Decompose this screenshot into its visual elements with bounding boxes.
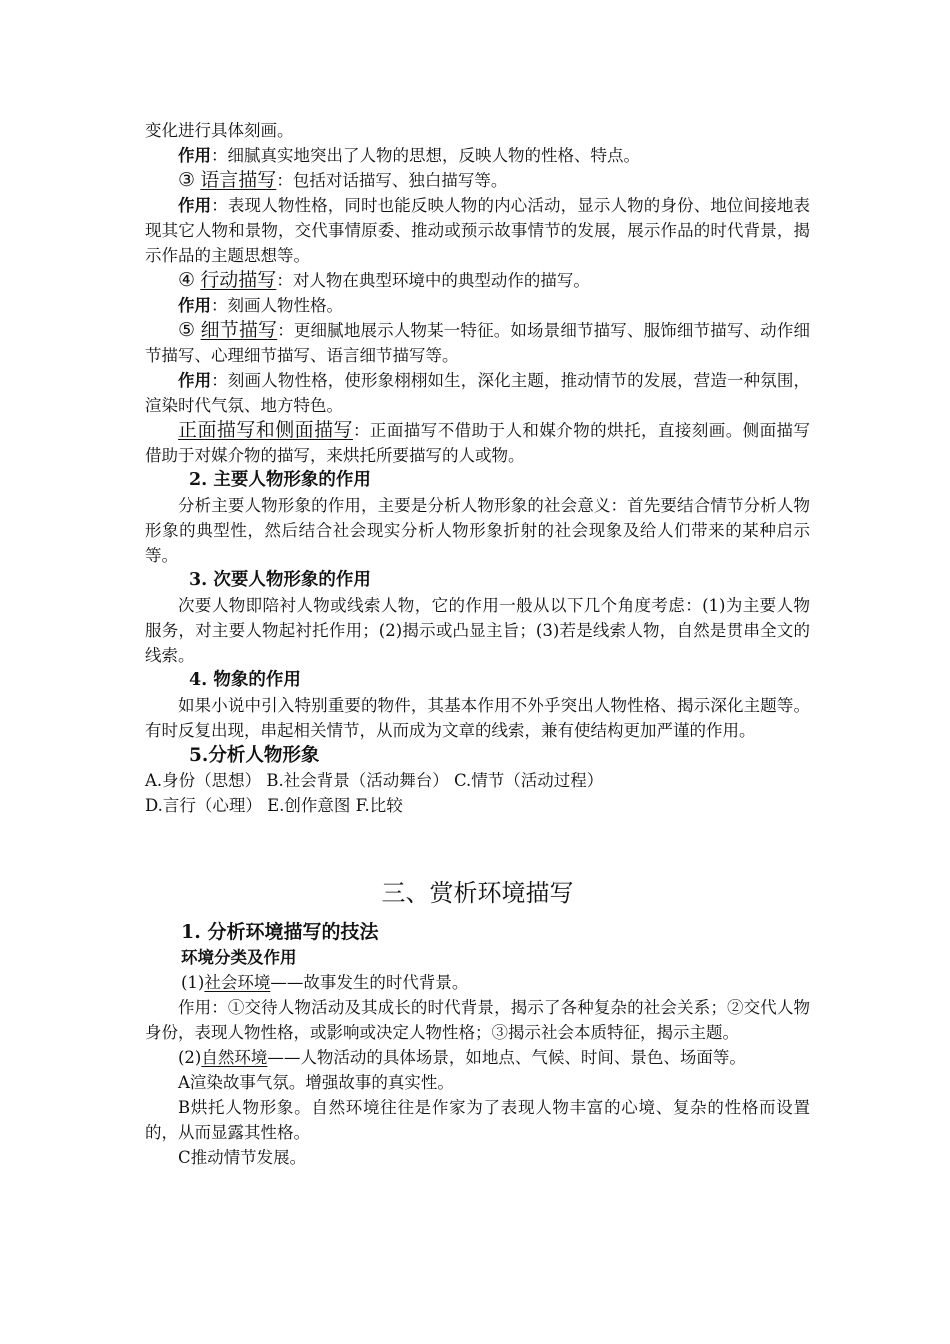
term: 行动描写 [200,269,277,291]
paragraph: 次要人物即陪衬人物或线索人物，它的作用一般从以下几个角度考虑：(1)为主要人物服务，对主要人物起衬托作用；(2)揭示或凸显主旨；(3)若是线索人物，自然是贯串全文的线索。 [145,596,810,665]
lead-label: 作用 [178,146,211,165]
paragraph [145,418,810,468]
item-number: (1) [181,973,205,992]
paragraph: B烘托人物形象。自然环境往往是作家为了表现人物丰富的心境、复杂的性格而设置的，从而显露其性格。 [145,1098,810,1142]
term: 社会环境 [204,973,271,992]
text: ：对人物在典型环境中的典型动作的描写。 [276,271,590,290]
text: ：刻画人物性格，使形象栩栩如生，深化主题，推动情节的发展，营造一种氛围， 渲染时代气氛、地方特色。 [145,371,811,415]
paragraph [145,143,810,168]
paragraph: C推动情节发展。 [178,1148,307,1167]
paragraph: 如果小说中引入特别重要的物件，其基本作用不外乎突出人物性格、揭示深化主题等。有时反复出现，串起相关情节，从而成为文章的线索，兼有使结构更加严谨的作用。 [145,696,810,740]
paragraph: 分析主要人物形象的作用，主要是分析人物形象的社会意义：首先要结合情节分析人物形象的典型性，然后结合社会现实分析人物形象折射的社会现象及给人们带来的某种启示等。 [145,496,810,565]
paragraph: A渲染故事气氛。增强故事的真实性。 [178,1073,454,1092]
term: 自然环境 [201,1048,268,1067]
document-page [145,118,810,1170]
lead-label: 作用 [178,296,211,315]
section-heading: 1. 分析环境描写的技法 [181,921,379,943]
text: ：正面描写不借助于人和媒介物的烘托，直接刻画。侧面描写借助于对媒介物的描写，来烘托所要描写的人或物。 [145,421,810,465]
section-heading: 3. 次要人物形象的作用 [189,570,371,590]
term: 语言描写 [200,169,277,191]
paragraph [145,1045,810,1070]
term: 正面描写和侧面描写 [178,419,353,441]
lead-label: 作用 [178,196,212,215]
paragraph [145,193,810,268]
sub-heading: 环境分类及作用 [181,948,297,967]
section-heading: 4. 物象的作用 [189,670,301,690]
text: ——人物活动的具体场景，如地点、气候、时间、景色、场面等。 [267,1048,746,1067]
paragraph: 作用：①交待人物活动及其成长的时代背景，揭示了各种复杂的社会关系；②交代人物身份，表现人物性格，或影响或决定人物性格；③揭示社会本质特征，揭示主题。 [145,998,810,1042]
text: ：更细腻地展示人物某一特征。如场景细节描写、服饰细节描写、动作细节描写、心理细节描写、语言细节描写等。 [145,321,810,365]
paragraph [145,293,810,318]
text: ：表现人物性格，同时也能反映人物的内心活动，显示人物的身份、地位间接地表现其它人物和景物，交代事情原委、推动或预示故事情节的发展，展示作品的时代背景，揭示作品的主题思想等。 [145,196,811,265]
section-heading: 5.分析人物形象 [189,745,320,766]
item-number: ⑤ [178,319,196,341]
item-number: (2) [178,1048,202,1067]
item-number: ③ [178,169,196,191]
paragraph: 变化进行具体刻画。 [145,121,294,140]
list-line: D.言行（心理） E.创作意图 F.比较 [145,796,403,815]
paragraph [145,368,810,418]
text: ——故事发生的时代背景。 [270,973,469,992]
paragraph [145,268,810,293]
paragraph [145,168,810,193]
text: ：包括对话描写、独白描写等。 [276,171,508,190]
text: ：细腻真实地突出了人物的思想，反映人物的性格、特点。 [211,146,640,165]
list-line: A.身份（思想） B.社会背景（活动舞台） C.情节（活动过程） [145,771,604,790]
item-number: ④ [178,269,196,291]
paragraph [145,318,810,368]
part-title: 三、赏析环境描写 [381,879,574,907]
section-heading: 2. 主要人物形象的作用 [189,470,371,490]
paragraph [145,970,810,995]
term: 细节描写 [200,319,278,341]
text: ：刻画人物性格。 [211,296,343,315]
lead-label: 作用 [178,371,212,390]
